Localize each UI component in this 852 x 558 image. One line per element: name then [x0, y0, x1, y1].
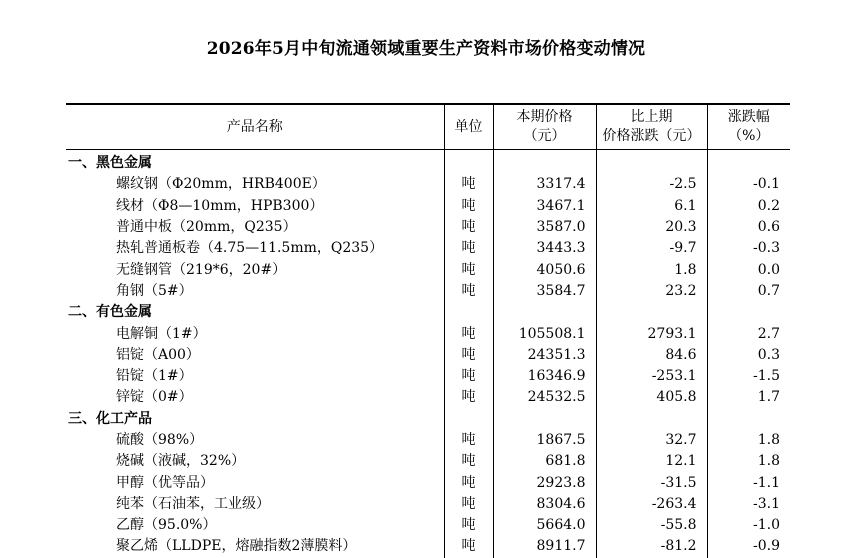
- current-price: 8911.7: [493, 536, 596, 557]
- price-change: 23.2: [596, 281, 707, 302]
- table-row: [66, 494, 790, 515]
- empty-cell: [596, 150, 707, 175]
- product-name: 铝锭（A00）: [116, 346, 200, 363]
- price-change: -55.8: [596, 515, 707, 536]
- table-row: [66, 196, 790, 217]
- header-price-change-line2: 价格涨跌（元）: [602, 128, 701, 144]
- empty-cell: [493, 302, 596, 323]
- category-name: 一、黑色金属: [68, 155, 152, 172]
- change-percent: -0.1: [707, 174, 790, 195]
- header-change-percent: [707, 104, 790, 150]
- product-name: 聚乙烯（LLDPE，熔融指数2薄膜料）: [116, 538, 357, 555]
- price-change: 12.1: [596, 451, 707, 472]
- product-name: 甲醇（优等品）: [116, 474, 214, 491]
- current-price: 16346.9: [493, 366, 596, 387]
- product-name: 烧碱（液碱，32%）: [116, 453, 246, 470]
- table-row: [66, 366, 790, 387]
- unit-cell: 吨: [444, 345, 493, 366]
- header-current-price-line2: （元）: [523, 128, 566, 144]
- unit-cell: 吨: [444, 281, 493, 302]
- empty-cell: [444, 150, 493, 175]
- product-name: 纯苯（石油苯，工业级）: [116, 495, 270, 512]
- current-price: 3587.0: [493, 217, 596, 238]
- product-name: 角钢（5#）: [116, 282, 193, 299]
- unit-cell: 吨: [444, 472, 493, 493]
- current-price: 24532.5: [493, 387, 596, 408]
- change-percent: 0.3: [707, 345, 790, 366]
- table-row: [66, 281, 790, 302]
- header-change-percent-line2: （%）: [728, 128, 770, 144]
- category-row: [66, 150, 790, 175]
- change-percent: -3.1: [707, 494, 790, 515]
- current-price: 2923.8: [493, 472, 596, 493]
- category-row: [66, 302, 790, 323]
- unit-cell: 吨: [444, 196, 493, 217]
- price-change: 20.3: [596, 217, 707, 238]
- table-row: [66, 387, 790, 408]
- table-row: [66, 430, 790, 451]
- price-change: -9.7: [596, 238, 707, 259]
- change-percent: -0.9: [707, 536, 790, 557]
- change-percent: 2.7: [707, 323, 790, 344]
- empty-cell: [444, 409, 493, 430]
- header-current-price: [493, 104, 596, 150]
- unit-cell: 吨: [444, 366, 493, 387]
- price-change: -253.1: [596, 366, 707, 387]
- change-percent: -1.1: [707, 472, 790, 493]
- empty-cell: [707, 409, 790, 430]
- unit-cell: 吨: [444, 430, 493, 451]
- change-percent: 1.7: [707, 387, 790, 408]
- header-price-change: [596, 104, 707, 150]
- price-change: 32.7: [596, 430, 707, 451]
- empty-cell: [493, 409, 596, 430]
- change-percent: -1.0: [707, 515, 790, 536]
- product-name: 锌锭（0#）: [116, 389, 193, 406]
- table-row: [66, 451, 790, 472]
- table-row: [66, 323, 790, 344]
- empty-cell: [596, 409, 707, 430]
- price-change: 84.6: [596, 345, 707, 366]
- price-change: -81.2: [596, 536, 707, 557]
- table-row: [66, 174, 790, 195]
- price-change: -2.5: [596, 174, 707, 195]
- empty-cell: [444, 302, 493, 323]
- price-change: 1.8: [596, 259, 707, 280]
- table-row: [66, 536, 790, 557]
- product-name: 硫酸（98%）: [116, 432, 204, 448]
- table-header-row: [66, 104, 790, 150]
- current-price: 5664.0: [493, 515, 596, 536]
- change-percent: 1.8: [707, 430, 790, 451]
- unit-cell: 吨: [444, 323, 493, 344]
- product-name: 无缝钢管（219*6，20#）: [116, 261, 287, 278]
- table-row: [66, 217, 790, 238]
- current-price: 4050.6: [493, 259, 596, 280]
- unit-cell: 吨: [444, 515, 493, 536]
- product-name: 铅锭（1#）: [116, 368, 193, 385]
- category-name: 二、有色金属: [68, 304, 152, 321]
- change-percent: 0.7: [707, 281, 790, 302]
- product-name: 电解铜（1#）: [116, 325, 207, 342]
- page-title: 2026年5月中旬流通领域重要生产资料市场价格变动情况: [206, 39, 646, 59]
- current-price: 105508.1: [493, 323, 596, 344]
- unit-cell: 吨: [444, 536, 493, 557]
- price-table: [66, 103, 790, 558]
- empty-cell: [596, 302, 707, 323]
- price-change: 2793.1: [596, 323, 707, 344]
- empty-cell: [707, 302, 790, 323]
- table-row: [66, 259, 790, 280]
- price-change: 6.1: [596, 196, 707, 217]
- table-row: [66, 345, 790, 366]
- unit-cell: 吨: [444, 238, 493, 259]
- unit-cell: 吨: [444, 259, 493, 280]
- product-name: 普通中板（20mm，Q235）: [116, 219, 297, 236]
- price-change: 405.8: [596, 387, 707, 408]
- product-name: 螺纹钢（Φ20mm，HRB400E）: [116, 176, 326, 193]
- category-row: [66, 409, 790, 430]
- current-price: 8304.6: [493, 494, 596, 515]
- current-price: 681.8: [493, 451, 596, 472]
- header-unit: 单位: [444, 104, 493, 150]
- empty-cell: [707, 150, 790, 175]
- unit-cell: 吨: [444, 387, 493, 408]
- current-price: 1867.5: [493, 430, 596, 451]
- price-change: -31.5: [596, 472, 707, 493]
- change-percent: -1.5: [707, 366, 790, 387]
- change-percent: -0.3: [707, 238, 790, 259]
- change-percent: 0.6: [707, 217, 790, 238]
- current-price: 3584.7: [493, 281, 596, 302]
- unit-cell: 吨: [444, 494, 493, 515]
- empty-cell: [493, 150, 596, 175]
- header-change-percent-line1: 涨跌幅: [727, 109, 770, 125]
- product-name: 乙醇（95.0%）: [116, 517, 217, 534]
- table-row: [66, 472, 790, 493]
- current-price: 3443.3: [493, 238, 596, 259]
- category-name: 三、化工产品: [68, 410, 152, 427]
- header-current-price-line1: 本期价格: [516, 109, 573, 125]
- unit-cell: 吨: [444, 174, 493, 195]
- change-percent: 1.8: [707, 451, 790, 472]
- product-name: 线材（Φ8—10mm，HPB300）: [116, 197, 324, 214]
- price-change: -263.4: [596, 494, 707, 515]
- product-name: 热轧普通板卷（4.75—11.5mm，Q235）: [116, 240, 384, 257]
- header-price-change-line1: 比上期: [630, 109, 673, 125]
- header-product-name: 产品名称: [66, 104, 444, 150]
- unit-cell: 吨: [444, 217, 493, 238]
- current-price: 3317.4: [493, 174, 596, 195]
- current-price: 24351.3: [493, 345, 596, 366]
- change-percent: 0.0: [707, 259, 790, 280]
- current-price: 3467.1: [493, 196, 596, 217]
- unit-cell: 吨: [444, 451, 493, 472]
- table-row: [66, 515, 790, 536]
- change-percent: 0.2: [707, 196, 790, 217]
- table-row: [66, 238, 790, 259]
- table-body: [66, 150, 790, 558]
